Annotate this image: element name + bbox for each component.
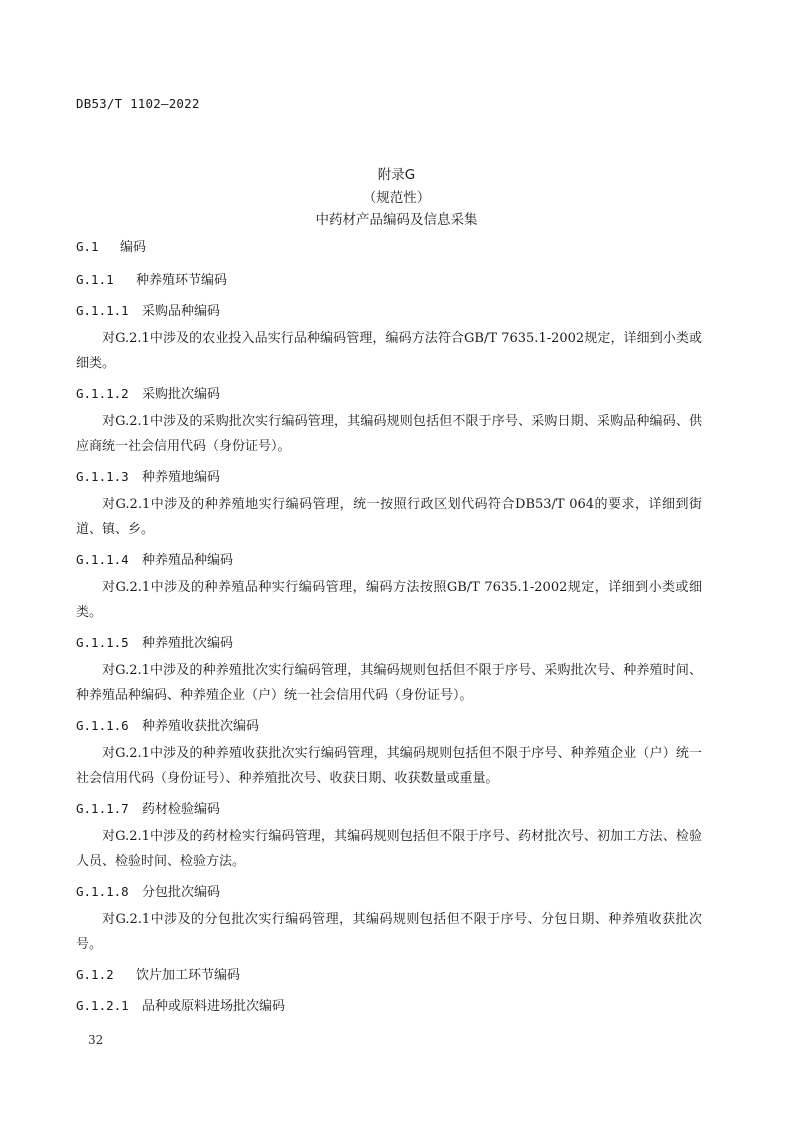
- section-title: 饮片加工环节编码: [136, 968, 241, 983]
- section-title: 种养殖地编码: [142, 470, 221, 485]
- section-number: G.1.1.7: [76, 801, 129, 816]
- section-heading-g1: [76, 236, 702, 255]
- annex-type: （规范性）: [362, 190, 431, 206]
- section-paragraph: 对G.2.1中涉及的农业投入品实行品种编码管理，编码方法符合GB/T 7635.1-2002规定，详细到小类或细类。: [76, 331, 702, 371]
- section-number: G.1.2.1: [76, 998, 129, 1013]
- section-title: 品种或原料进场批次编码: [142, 999, 286, 1014]
- page-number: 32: [88, 1033, 104, 1047]
- section-number: G.1.1.1: [76, 303, 129, 318]
- section-title: 分包批次编码: [142, 885, 221, 900]
- section-heading-g1-2: [76, 964, 702, 983]
- section-heading-g1-1-3: [76, 466, 702, 485]
- section-number: G.1: [76, 239, 99, 254]
- section-heading-g1-1-7: [76, 798, 702, 817]
- section-paragraph: 对G.2.1中涉及的种养殖批次实行编码管理，其编码规则包括但不限于序号、采购批次号、种养殖时间、种养殖品种编码、种养殖企业（户）统一社会信用代码（身份证号）。: [76, 663, 702, 703]
- section-paragraph: 对G.2.1中涉及的种养殖品种实行编码管理，编码方法按照GB/T 7635.1-2002规定，详细到小类或细类。: [76, 580, 702, 620]
- section-number: G.1.2: [76, 967, 114, 982]
- section-paragraph: 对G.2.1中涉及的种养殖地实行编码管理，统一按照行政区划代码符合DB53/T 064的要求，详细到街道、镇、乡。: [76, 497, 702, 537]
- section-heading-g1-1-6: [76, 715, 702, 734]
- document-code: DB53/T 1102—2022: [76, 96, 200, 111]
- section-title: 药材检验编码: [142, 802, 221, 817]
- section-title: 采购批次编码: [142, 387, 221, 402]
- section-number: G.1.1.5: [76, 635, 129, 650]
- section-title: 种养殖品种编码: [142, 553, 234, 568]
- section-number: G.1.1.4: [76, 552, 129, 567]
- section-title: 种养殖环节编码: [136, 273, 228, 288]
- section-heading-g1-1-1: [76, 300, 702, 319]
- annex-label: 附录G: [377, 167, 416, 183]
- section-heading-g1-1: [76, 269, 702, 288]
- section-heading-g1-1-5: [76, 632, 702, 651]
- section-heading-g1-1-4: [76, 549, 702, 568]
- section-heading-g1-2-1: [76, 995, 702, 1014]
- section-number: G.1.1.6: [76, 718, 129, 733]
- section-title: 采购品种编码: [142, 304, 221, 319]
- section-paragraph: 对G.2.1中涉及的种养殖收获批次实行编码管理，其编码规则包括但不限于序号、种养殖企业（户）统一社会信用代码（身份证号）、种养殖批次号、收获日期、收获数量或重量。: [76, 746, 702, 786]
- section-number: G.1.1: [76, 272, 114, 287]
- section-heading-g1-1-2: [76, 383, 702, 402]
- section-number: G.1.1.8: [76, 884, 129, 899]
- section-title: 种养殖批次编码: [142, 636, 234, 651]
- section-number: G.1.1.2: [76, 386, 129, 401]
- section-heading-g1-1-8: [76, 881, 702, 900]
- section-title: 种养殖收获批次编码: [142, 719, 260, 734]
- section-number: G.1.1.3: [76, 469, 129, 484]
- section-paragraph: 对G.2.1中涉及的药材检实行编码管理，其编码规则包括但不限于序号、药材批次号、初加工方法、检验人员、检验时间、检验方法。: [76, 829, 702, 869]
- annex-title: 中药材产品编码及信息采集: [315, 212, 478, 228]
- section-title: 编码: [120, 240, 147, 255]
- section-paragraph: 对G.2.1中涉及的采购批次实行编码管理，其编码规则包括但不限于序号、采购日期、采购品种编码、供应商统一社会信用代码（身份证号）。: [76, 414, 702, 454]
- section-paragraph: 对G.2.1中涉及的分包批次实行编码管理，其编码规则包括但不限于序号、分包日期、种养殖收获批次号。: [76, 912, 702, 952]
